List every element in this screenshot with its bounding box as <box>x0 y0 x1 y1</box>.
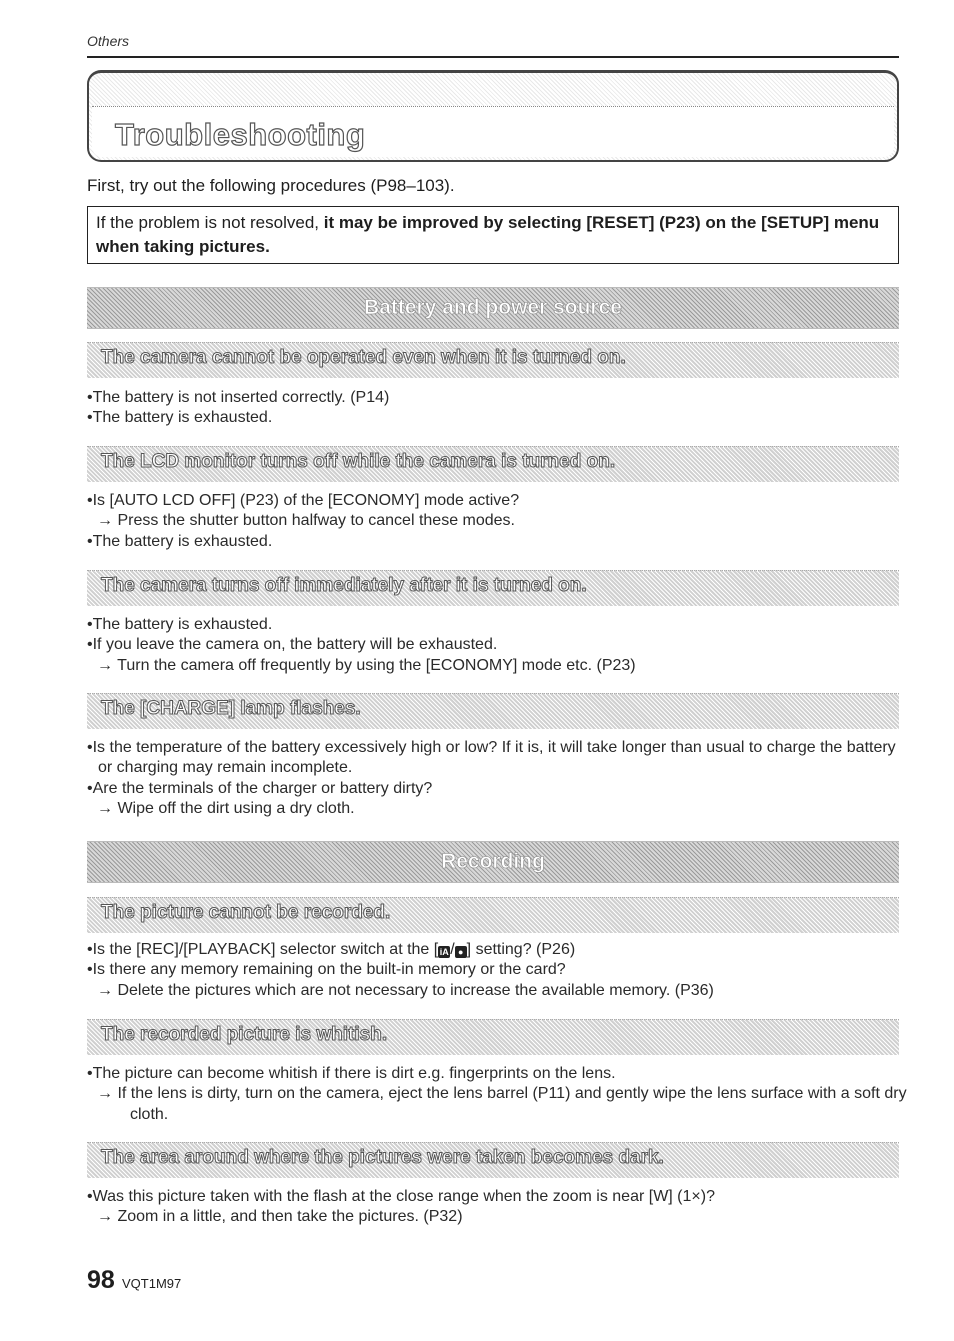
answer-line: •Was this picture taken with the flash at the close range when the zoom is near [W] (1×)? <box>87 1188 715 1205</box>
camera-icon: ● <box>455 946 467 958</box>
intro-text: First, try out the following procedures (P98–103). <box>87 176 455 195</box>
note-plain: If the problem is not resolved, <box>96 213 324 232</box>
question-title: The recorded picture is whitish. <box>101 1024 388 1045</box>
question-header <box>87 342 899 378</box>
question-header <box>87 570 899 606</box>
answer-block <box>87 1187 907 1228</box>
answer-line: → If the lens is dirty, turn on the camera, eject the lens barrel (P11) and gently wipe the lens surface with a soft dry cloth. <box>97 1085 907 1123</box>
title-frame <box>87 70 899 162</box>
category-recording <box>87 841 899 883</box>
category-battery <box>87 287 899 329</box>
answer-line: → Zoom in a little, and then take the pictures. (P32) <box>97 1208 463 1226</box>
answer-line: •If you leave the camera on, the battery will be exhausted. <box>87 636 498 654</box>
ia-camera-icon: iA <box>439 947 449 957</box>
answer-line: •Is the [REC]/[PLAYBACK] selector switch at the [ iA/ ● ] setting? (P26) <box>87 941 576 958</box>
answer-line: •Is there any memory remaining on the built-in memory or the card? <box>87 961 566 979</box>
section-label: Others <box>87 33 130 49</box>
note-bold: it may be improved by selecting [RESET] (P23) on the [SETUP] menu when taking pictures. <box>96 213 880 256</box>
page-number: 98 <box>87 1266 115 1294</box>
question-header <box>87 446 899 482</box>
question-title: The camera cannot be operated even when it is turned on. <box>101 347 626 368</box>
answer-block <box>87 1064 907 1125</box>
answer-line: •Are the terminals of the charger or battery dirty? <box>87 779 433 797</box>
answer-line-pre: •Is the [REC]/[PLAYBACK] selector switch at the [ <box>87 941 439 958</box>
top-rule <box>87 56 899 58</box>
note-box <box>87 206 899 264</box>
answer-line: •Is [AUTO LCD OFF] (P23) of the [ECONOMY] mode active? <box>87 492 520 509</box>
answer-line: → Turn the camera off frequently by using the [ECONOMY] mode etc. (P23) <box>97 656 636 674</box>
answer-block <box>87 738 907 820</box>
answer-line: •The battery is exhausted. <box>87 409 273 427</box>
answer-line: •The battery is not inserted correctly. (P14) <box>87 389 390 406</box>
answer-line: •The battery is exhausted. <box>87 532 273 550</box>
answer-block <box>87 615 907 676</box>
question-header <box>87 897 899 933</box>
category-recording-label: Recording <box>441 850 545 873</box>
answer-line: → Wipe off the dirt using a dry cloth. <box>97 800 355 818</box>
question-title: The LCD monitor turns off while the camera is turned on. <box>101 451 616 472</box>
question-title: The camera turns off immediately after it is turned on. <box>101 575 587 596</box>
question-header <box>87 1019 899 1055</box>
answer-line: •The picture can become whitish if there is dirt e.g. fingerprints on the lens. <box>87 1065 616 1082</box>
answer-line: •The battery is exhausted. <box>87 616 273 633</box>
question-title: The area around where the pictures were taken becomes dark. <box>101 1147 664 1168</box>
answer-block <box>87 491 907 552</box>
answer-line: → Delete the pictures which are not necessary to increase the available memory. (P36) <box>97 981 714 999</box>
question-header <box>87 693 899 729</box>
answer-block <box>87 388 907 429</box>
answer-block <box>87 940 907 1001</box>
question-title: The [CHARGE] lamp flashes. <box>101 698 361 719</box>
page-title: Troubleshooting <box>115 117 366 152</box>
answer-line-post: ] setting? (P26) <box>466 941 576 958</box>
answer-line: → Press the shutter button halfway to cancel these modes. <box>97 512 515 530</box>
question-header <box>87 1142 899 1178</box>
category-battery-label: Battery and power source <box>364 296 622 319</box>
answer-line: •Is the temperature of the battery excessively high or low? If it is, it will take longer than usual to charge the battery or charging may remain incomplete. <box>87 739 896 777</box>
question-title: The picture cannot be recorded. <box>101 902 391 923</box>
model-code: VQT1M97 <box>122 1276 182 1291</box>
